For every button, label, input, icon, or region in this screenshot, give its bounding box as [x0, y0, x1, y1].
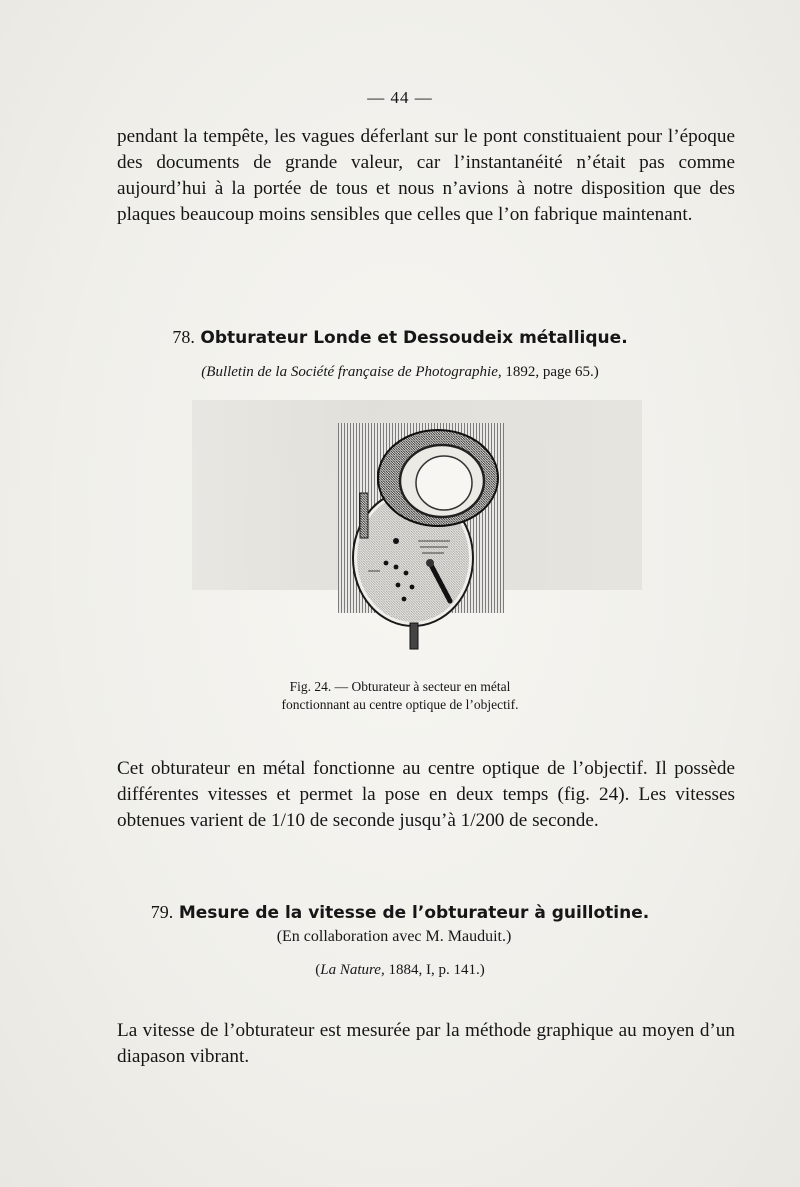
citation-details: 1892, page 65.): [501, 364, 599, 380]
section-title: Mesure de la vitesse de l’obturateur à guillotine.: [178, 903, 650, 923]
section-title: Obturateur Londe et Dessoudeix métallique.: [200, 328, 628, 348]
section-heading-79: [0, 902, 800, 923]
source-citation-79: (La Nature, 1884, I, p. 141.): [315, 962, 485, 978]
source-citation-78: [0, 364, 800, 381]
section-number: 79.: [150, 902, 174, 922]
collaboration-note: (En collaboration avec M. Mauduit.): [276, 928, 512, 945]
section-heading-78: [0, 327, 800, 348]
section-number: 78.: [172, 327, 195, 347]
paragraph-intro: pendant la tempête, les vagues déferlant sur le pont constituaient pour l’époque des documents de grande valeur, car l’instantanéité n’était pas comme aujourd’hui à la portée de tous et nous n’avions à notre disposition que des plaques beaucoup moins sensibles que celles que l’on fabrique maintenant.: [117, 126, 735, 225]
shutter-illustration: [338, 423, 504, 655]
caption-line-1: Fig. 24. — Obturateur à secteur en métal: [289, 679, 511, 694]
paragraph-shutter-description: Cet obturateur en métal fonctionne au centre optique de l’objectif. Il possède différentes vitesses et permet la pose en deux temps (fig. 24). Les vitesses obtenues varient de 1/10 de seconde jusqu’à 1/200 de seconde.: [117, 758, 735, 831]
citation-journal: La Nature,: [320, 962, 385, 978]
figure-caption: [0, 678, 800, 714]
paragraph-measurement: La vitesse de l’obturateur est mesurée par la méthode graphique au moyen d’un diapason vibrant.: [117, 1020, 735, 1067]
page-number: — 44 —: [367, 88, 433, 107]
citation-journal: (Bulletin de la Société française de Photographie,: [201, 364, 502, 380]
citation-details: 1884, I, p. 141.): [384, 962, 485, 978]
caption-line-2: fonctionnant au centre optique de l’objectif.: [281, 697, 519, 712]
